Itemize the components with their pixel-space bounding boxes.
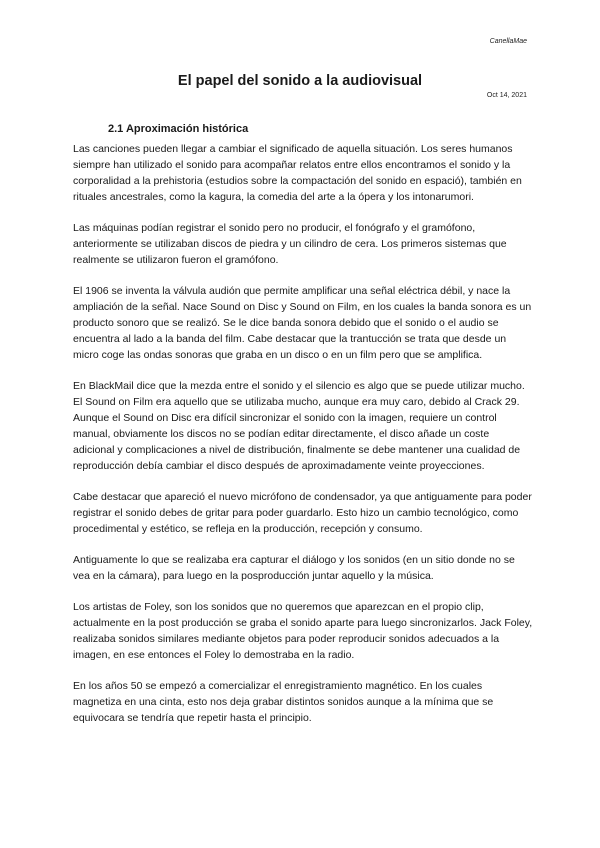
paragraph-6: Antiguamente lo que se realizaba era capturar el diálogo y los sonidos (en un sitio donde no se vea en la cámara), para luego en la posproducción juntar aquello y la música. xyxy=(73,554,515,582)
paragraph-1: Las canciones pueden llegar a cambiar el significado de aquella situación. Los seres humanos siempre han utilizado el sonido para acompañar relatos entre ellos encontramos el sonido y la corporalidad a la prehistoria (estudios sobre la compactación del sonido en espació), también en rituales ancestrales, como la kagura, la comedia del arte a la ópera y los intonarumori. xyxy=(73,143,522,203)
body-text xyxy=(73,141,533,741)
paragraph-5: Cabe destacar que apareció el nuevo micrófono de condensador, ya que antiguamente para poder registrar el sonido debes de gritar para poder guardarlo. Esto hizo un cambio tecnológico, como procedimental y estético, se refleja en la producción, recepción y consumo. xyxy=(73,491,532,535)
paragraph-3: El 1906 se inventa la válvula audión que permite amplificar una señal eléctrica débil, y nace la ampliación de la señal. Nace Sound on Disc y Sound on Film, en los cuales la banda sonora es un producto sonoro que se realizó. Se le dice banda sonora debido que el sonido o el audio se encuentra al lado a la banda del film. Cabe destacar que la trantucción se trata que desde un micro coge las ondas sonoras que graba en un disco o en un film pero que se amplifica. xyxy=(73,285,532,361)
paragraph-7: Los artistas de Foley, son los sonidos que no queremos que aparezcan en el propio clip, actualmente en la post producción se graba el sonido aparte para luego sincronizarlos. Jack Foley, realizaba sonidos similares mediante objetos para poder reproducir sonidos adecuados a la imagen, en ese entonces el Foley lo demostraba en la radio. xyxy=(73,601,533,661)
document-date: Oct 14, 2021 xyxy=(486,92,527,99)
paragraph-2: Las máquinas podían registrar el sonido pero no producir, el fonógrafo y el gramófono, anteriormente se utilizaban discos de piedra y un cilindro de cera. Los primeros sistemas que realmente se utilizaron fueron el gramófono. xyxy=(73,222,507,266)
document-title: El papel del sonido a la audiovisual xyxy=(177,73,423,89)
author-name: CanellaMae xyxy=(489,38,527,45)
paragraph-8: En los años 50 se empezó a comercializar el enregistramiento magnético. En los cuales magnetiza en una cinta, esto nos deja grabar distintos sonidos aunque a la mínima que se equivocara se tendría que repetir hasta el principio. xyxy=(73,680,494,724)
section-heading: 2.1 Aproximación histórica xyxy=(108,123,249,135)
paragraph-4: En BlackMail dice que la mezda entre el sonido y el silencio es algo que se puede utilizar mucho. El Sound on Film era aquello que se utilizaba mucho, aunque era muy caro, debido al Crack 29. Aunque el Sound on Disc era difícil sincronizar el sonido con la imagen, requiere un control manual, obviamente los discos no se podían editar directamente, el disco añade un coste adicional y complicaciones a nivel de distribución, finalmente se debe mantener una cualidad de reproducción debía cambiar el disco después de aproximadamente veinte proyecciones. xyxy=(73,380,525,472)
